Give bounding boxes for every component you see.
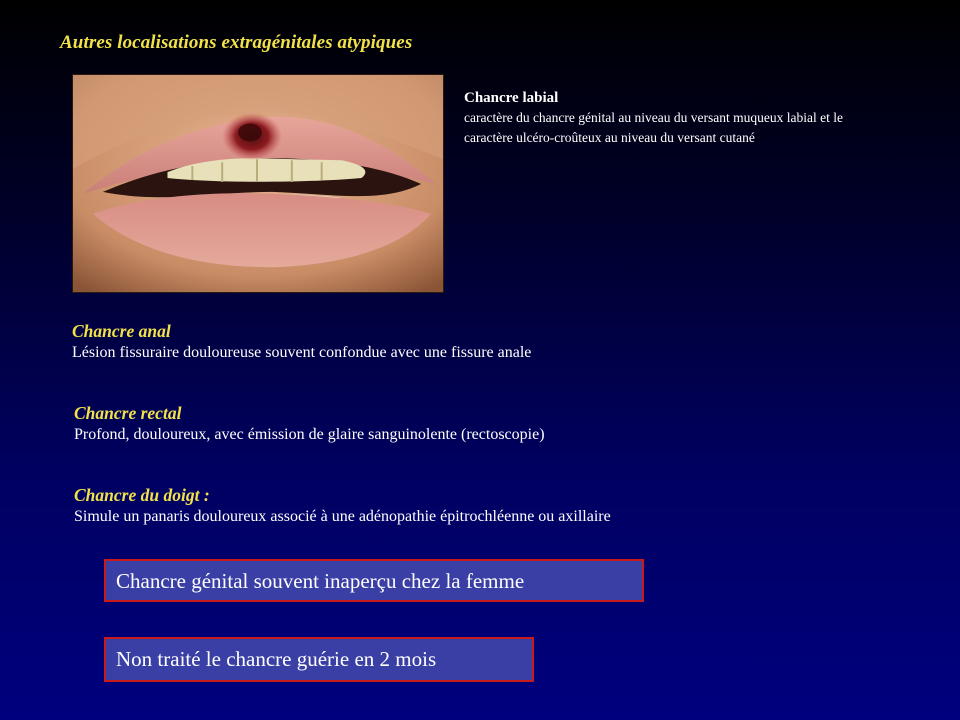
section-text-doigt: Simule un panaris douloureux associé à une adénopathie épitrochléenne ou axillaire: [74, 508, 611, 525]
labial-chancre-block: [464, 89, 864, 148]
section-doigt: [74, 485, 874, 527]
section-text-anal: Lésion fissuraire douloureuse souvent confondue avec une fissure anale: [72, 344, 532, 361]
section-heading-doigt: Chancre du doigt :: [74, 485, 210, 505]
callout-box-genital: Chancre génital souvent inaperçu chez la femme: [104, 559, 644, 602]
lip-lesion-illustration: [73, 75, 443, 292]
section-rectal: [74, 403, 874, 445]
callout-box-healing: Non traité le chancre guérie en 2 mois: [104, 637, 534, 682]
section-heading-rectal: Chancre rectal: [74, 403, 182, 423]
section-anal: [72, 321, 872, 363]
lip-lesion-photo: [72, 74, 444, 293]
section-heading-anal: Chancre anal: [72, 321, 171, 341]
section-text-rectal: Profond, douloureux, avec émission de glaire sanguinolente (rectoscopie): [74, 426, 545, 443]
slide-title: Autres localisations extragénitales atypiques: [60, 32, 413, 53]
labial-heading: Chancre labial: [464, 90, 559, 106]
labial-description: caractère du chancre génital au niveau du versant muqueux labial et le caractère ulcéro-croûteux au niveau du versant cutané: [464, 110, 843, 145]
